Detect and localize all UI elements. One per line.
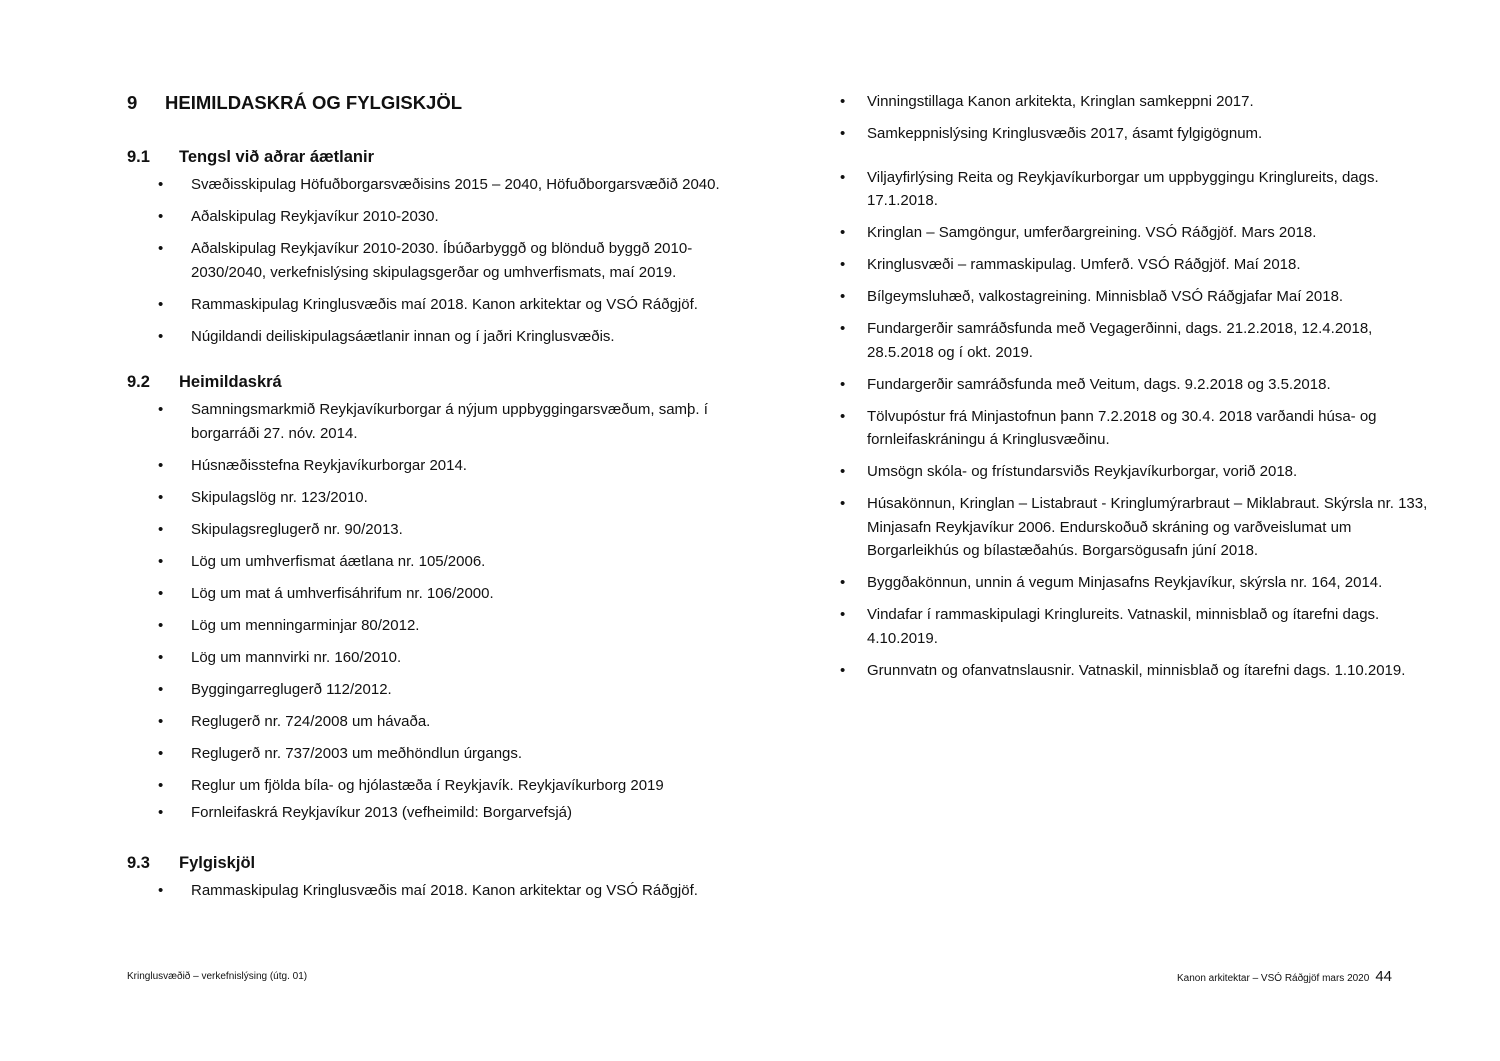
- page-number: 44: [1375, 968, 1392, 985]
- bullet-icon: •: [158, 520, 164, 538]
- bullet-icon: •: [840, 320, 846, 337]
- list-item: [840, 405, 1430, 452]
- bullet-icon: •: [840, 606, 846, 623]
- list-item-text: Fundargerðir samráðsfunda með Vegagerðinni, dags. 21.2.2018, 12.4.2018, 28.5.2018 og í okt. 2019.: [867, 320, 1373, 361]
- list-item: [840, 571, 1430, 595]
- bullet-icon: •: [158, 584, 164, 602]
- bullet-list: [127, 398, 767, 825]
- footer-right-text: Kanon arkitektar – VSÓ Ráðgjöf mars 2020: [1176, 973, 1370, 984]
- bullet-icon: •: [158, 401, 164, 418]
- section-title: Heimildaskrá: [179, 373, 282, 391]
- list-item: [840, 90, 1430, 114]
- list-item-text: Vinningstillaga Kanon arkitekta, Kringlan samkeppni 2017.: [867, 93, 1254, 110]
- section-heading: [127, 370, 767, 394]
- list-item: [840, 317, 1430, 364]
- list-item-text: Samkeppnislýsing Kringlusvæðis 2017, ásamt fylgigögnum.: [867, 125, 1263, 142]
- bullet-icon: •: [840, 463, 846, 480]
- list-item: [840, 603, 1430, 650]
- bullet-icon: •: [840, 168, 846, 186]
- list-item-text: Samningsmarkmið Reykjavíkurborgar á nýjum uppbyggingarsvæðum, samþ. í borgarráði 27. nóv. 2014.: [191, 401, 708, 442]
- list-item: [840, 122, 1430, 146]
- footer-left: Kringlusvæðið – verkefnislýsing (útg. 01): [127, 971, 308, 982]
- bullet-list: [840, 90, 1430, 682]
- bullet-icon: •: [840, 256, 846, 273]
- bullet-icon: •: [840, 224, 846, 241]
- bullet-icon: •: [158, 680, 164, 698]
- list-item: [127, 646, 767, 670]
- list-item: [127, 742, 767, 766]
- list-item: [127, 879, 767, 903]
- list-item-text: Aðalskipulag Reykjavíkur 2010-2030. Íbúðarbyggð og blönduð byggð 2010-2030/2040, verkefnislýsing skipulagsgerðar og umhverfismats, maí 2019.: [191, 240, 693, 281]
- list-item-text: Núgildandi deiliskipulagsáætlanir innan og í jaðri Kringlusvæðis.: [191, 327, 615, 345]
- right-column: [840, 90, 1430, 691]
- bullet-icon: •: [158, 804, 164, 821]
- list-item-text: Skipulagsreglugerð nr. 90/2013.: [191, 520, 403, 538]
- list-item-text: Skipulagslög nr. 123/2010.: [191, 488, 368, 506]
- section-heading: [127, 851, 767, 875]
- section-number: 9.1: [127, 148, 150, 166]
- bullet-icon: •: [840, 407, 846, 425]
- list-item: [127, 398, 767, 445]
- list-item: [127, 293, 767, 317]
- list-item: [840, 221, 1430, 245]
- bullet-icon: •: [158, 176, 164, 193]
- list-item: [840, 253, 1430, 277]
- bullet-icon: •: [840, 495, 846, 512]
- list-item-text: Fundargerðir samráðsfunda með Veitum, dags. 9.2.2018 og 3.5.2018.: [867, 375, 1331, 393]
- list-item-text: Viljayfirlýsing Reita og Reykjavíkurborgar um uppbyggingu Kringlureits, dags. 17.1.2018.: [867, 168, 1379, 209]
- list-item-text: Reglugerð nr. 737/2003 um meðhöndlun úrgangs.: [191, 744, 523, 762]
- bullet-icon: •: [158, 712, 164, 730]
- list-item: [127, 237, 767, 284]
- list-item: [840, 659, 1430, 683]
- bullet-list: [127, 879, 767, 903]
- bullet-icon: •: [158, 776, 164, 794]
- bullet-icon: •: [158, 295, 164, 313]
- bullet-icon: •: [840, 93, 846, 110]
- list-item-text: Kringlusvæði – rammaskipulag. Umferð. VSÓ Ráðgjöf. Maí 2018.: [867, 256, 1301, 273]
- list-item-text: Svæðisskipulag Höfuðborgarsvæðisins 2015 – 2040, Höfuðborgarsvæðið 2040.: [191, 176, 720, 193]
- bullet-icon: •: [158, 648, 164, 666]
- bullet-icon: •: [158, 616, 164, 634]
- bullet-icon: •: [840, 125, 846, 142]
- list-item-text: Umsögn skóla- og frístundarsviðs Reykjavíkurborgar, vorið 2018.: [867, 463, 1298, 480]
- list-item-text: Aðalskipulag Reykjavíkur 2010-2030.: [191, 208, 439, 225]
- section-heading: [127, 145, 767, 169]
- list-item: [840, 460, 1430, 484]
- list-item: [127, 518, 767, 542]
- list-item-text: Lög um menningarminjar 80/2012.: [191, 616, 420, 634]
- bullet-icon: •: [840, 375, 846, 393]
- list-item-text: Byggingarreglugerð 112/2012.: [191, 680, 392, 698]
- left-column: [127, 90, 767, 911]
- list-item-text: Kringlan – Samgöngur, umferðargreining. VSÓ Ráðgjöf. Mars 2018.: [867, 224, 1317, 241]
- footer-right: [1177, 966, 1392, 990]
- list-item-text: Bílgeymsluhæð, valkostagreining. Minnisblað VSÓ Ráðgjafar Maí 2018.: [867, 288, 1344, 305]
- section-title: Fylgiskjöl: [179, 853, 256, 872]
- list-item-text: Fornleifaskrá Reykjavíkur 2013 (vefheimild: Borgarvefsjá): [191, 804, 572, 821]
- chapter-number: 9: [127, 92, 138, 113]
- bullet-icon: •: [840, 661, 846, 679]
- list-item: [840, 166, 1430, 213]
- bullet-list: [127, 173, 767, 348]
- list-item: [127, 325, 767, 349]
- bullet-icon: •: [158, 881, 164, 899]
- list-item: [127, 486, 767, 510]
- bullet-icon: •: [158, 327, 164, 345]
- list-item-text: Lög um mat á umhverfisáhrifum nr. 106/2000.: [191, 584, 494, 602]
- list-item-text: Grunnvatn og ofanvatnslausnir. Vatnaskil, minnisblað og ítarefni dags. 1.10.2019.: [867, 661, 1406, 679]
- list-item: [840, 373, 1430, 397]
- list-item-text: Byggðakönnun, unnin á vegum Minjasafns Reykjavíkur, skýrsla nr. 164, 2014.: [867, 574, 1383, 591]
- list-item: [127, 678, 767, 702]
- bullet-icon: •: [840, 574, 846, 591]
- list-item: [127, 454, 767, 478]
- section-title: Tengsl við aðrar áætlanir: [179, 148, 375, 166]
- section-number: 9.3: [127, 853, 150, 872]
- chapter-title: HEIMILDASKRÁ OG FYLGISKJÖL: [165, 92, 463, 113]
- list-item-text: Tölvupóstur frá Minjastofnun þann 7.2.2018 og 30.4. 2018 varðandi húsa- og fornleifaskráningu á Kringlusvæðinu.: [867, 407, 1377, 448]
- list-item-text: Vindafar í rammaskipulagi Kringlureits. Vatnaskil, minnisblað og ítarefni dags. 4.10.2019.: [867, 606, 1380, 647]
- list-item-text: Rammaskipulag Kringlusvæðis maí 2018. Kanon arkitektar og VSÓ Ráðgjöf.: [191, 881, 698, 899]
- chapter-heading: [127, 90, 767, 116]
- list-item: [127, 801, 767, 825]
- list-item: [127, 614, 767, 638]
- list-item-text: Lög um mannvirki nr. 160/2010.: [191, 648, 402, 666]
- list-item: [840, 285, 1430, 309]
- list-item: [127, 710, 767, 734]
- bullet-icon: •: [158, 488, 164, 506]
- list-item: [127, 774, 767, 798]
- section-number: 9.2: [127, 373, 150, 391]
- list-item: [127, 582, 767, 606]
- list-item: [127, 550, 767, 574]
- bullet-icon: •: [158, 240, 164, 257]
- list-item-text: Lög um umhverfismat áætlana nr. 105/2006.: [191, 552, 486, 570]
- bullet-icon: •: [158, 208, 164, 225]
- list-item-text: Húsakönnun, Kringlan – Listabraut - Kringlumýrarbraut – Miklabraut. Skýrsla nr. 133, Minjasafn Reykjavíkur 2006. Endurskoðuð skráning og varðveislumat um Borgarleikhús og bílastæðahús. Borgarsögusafn júní 2018.: [867, 495, 1428, 559]
- list-item: [127, 173, 767, 197]
- list-item-text: Húsnæðisstefna Reykjavíkurborgar 2014.: [191, 456, 467, 474]
- list-item-text: Reglugerð nr. 724/2008 um hávaða.: [191, 712, 431, 730]
- list-item: [840, 492, 1430, 563]
- bullet-icon: •: [158, 552, 164, 570]
- bullet-icon: •: [158, 456, 164, 474]
- bullet-icon: •: [158, 744, 164, 762]
- list-item-text: Reglur um fjölda bíla- og hjólastæða í Reykjavík. Reykjavíkurborg 2019: [191, 776, 664, 794]
- list-item: [127, 205, 767, 229]
- bullet-icon: •: [840, 288, 846, 305]
- list-item-text: Rammaskipulag Kringlusvæðis maí 2018. Kanon arkitektar og VSÓ Ráðgjöf.: [191, 295, 698, 313]
